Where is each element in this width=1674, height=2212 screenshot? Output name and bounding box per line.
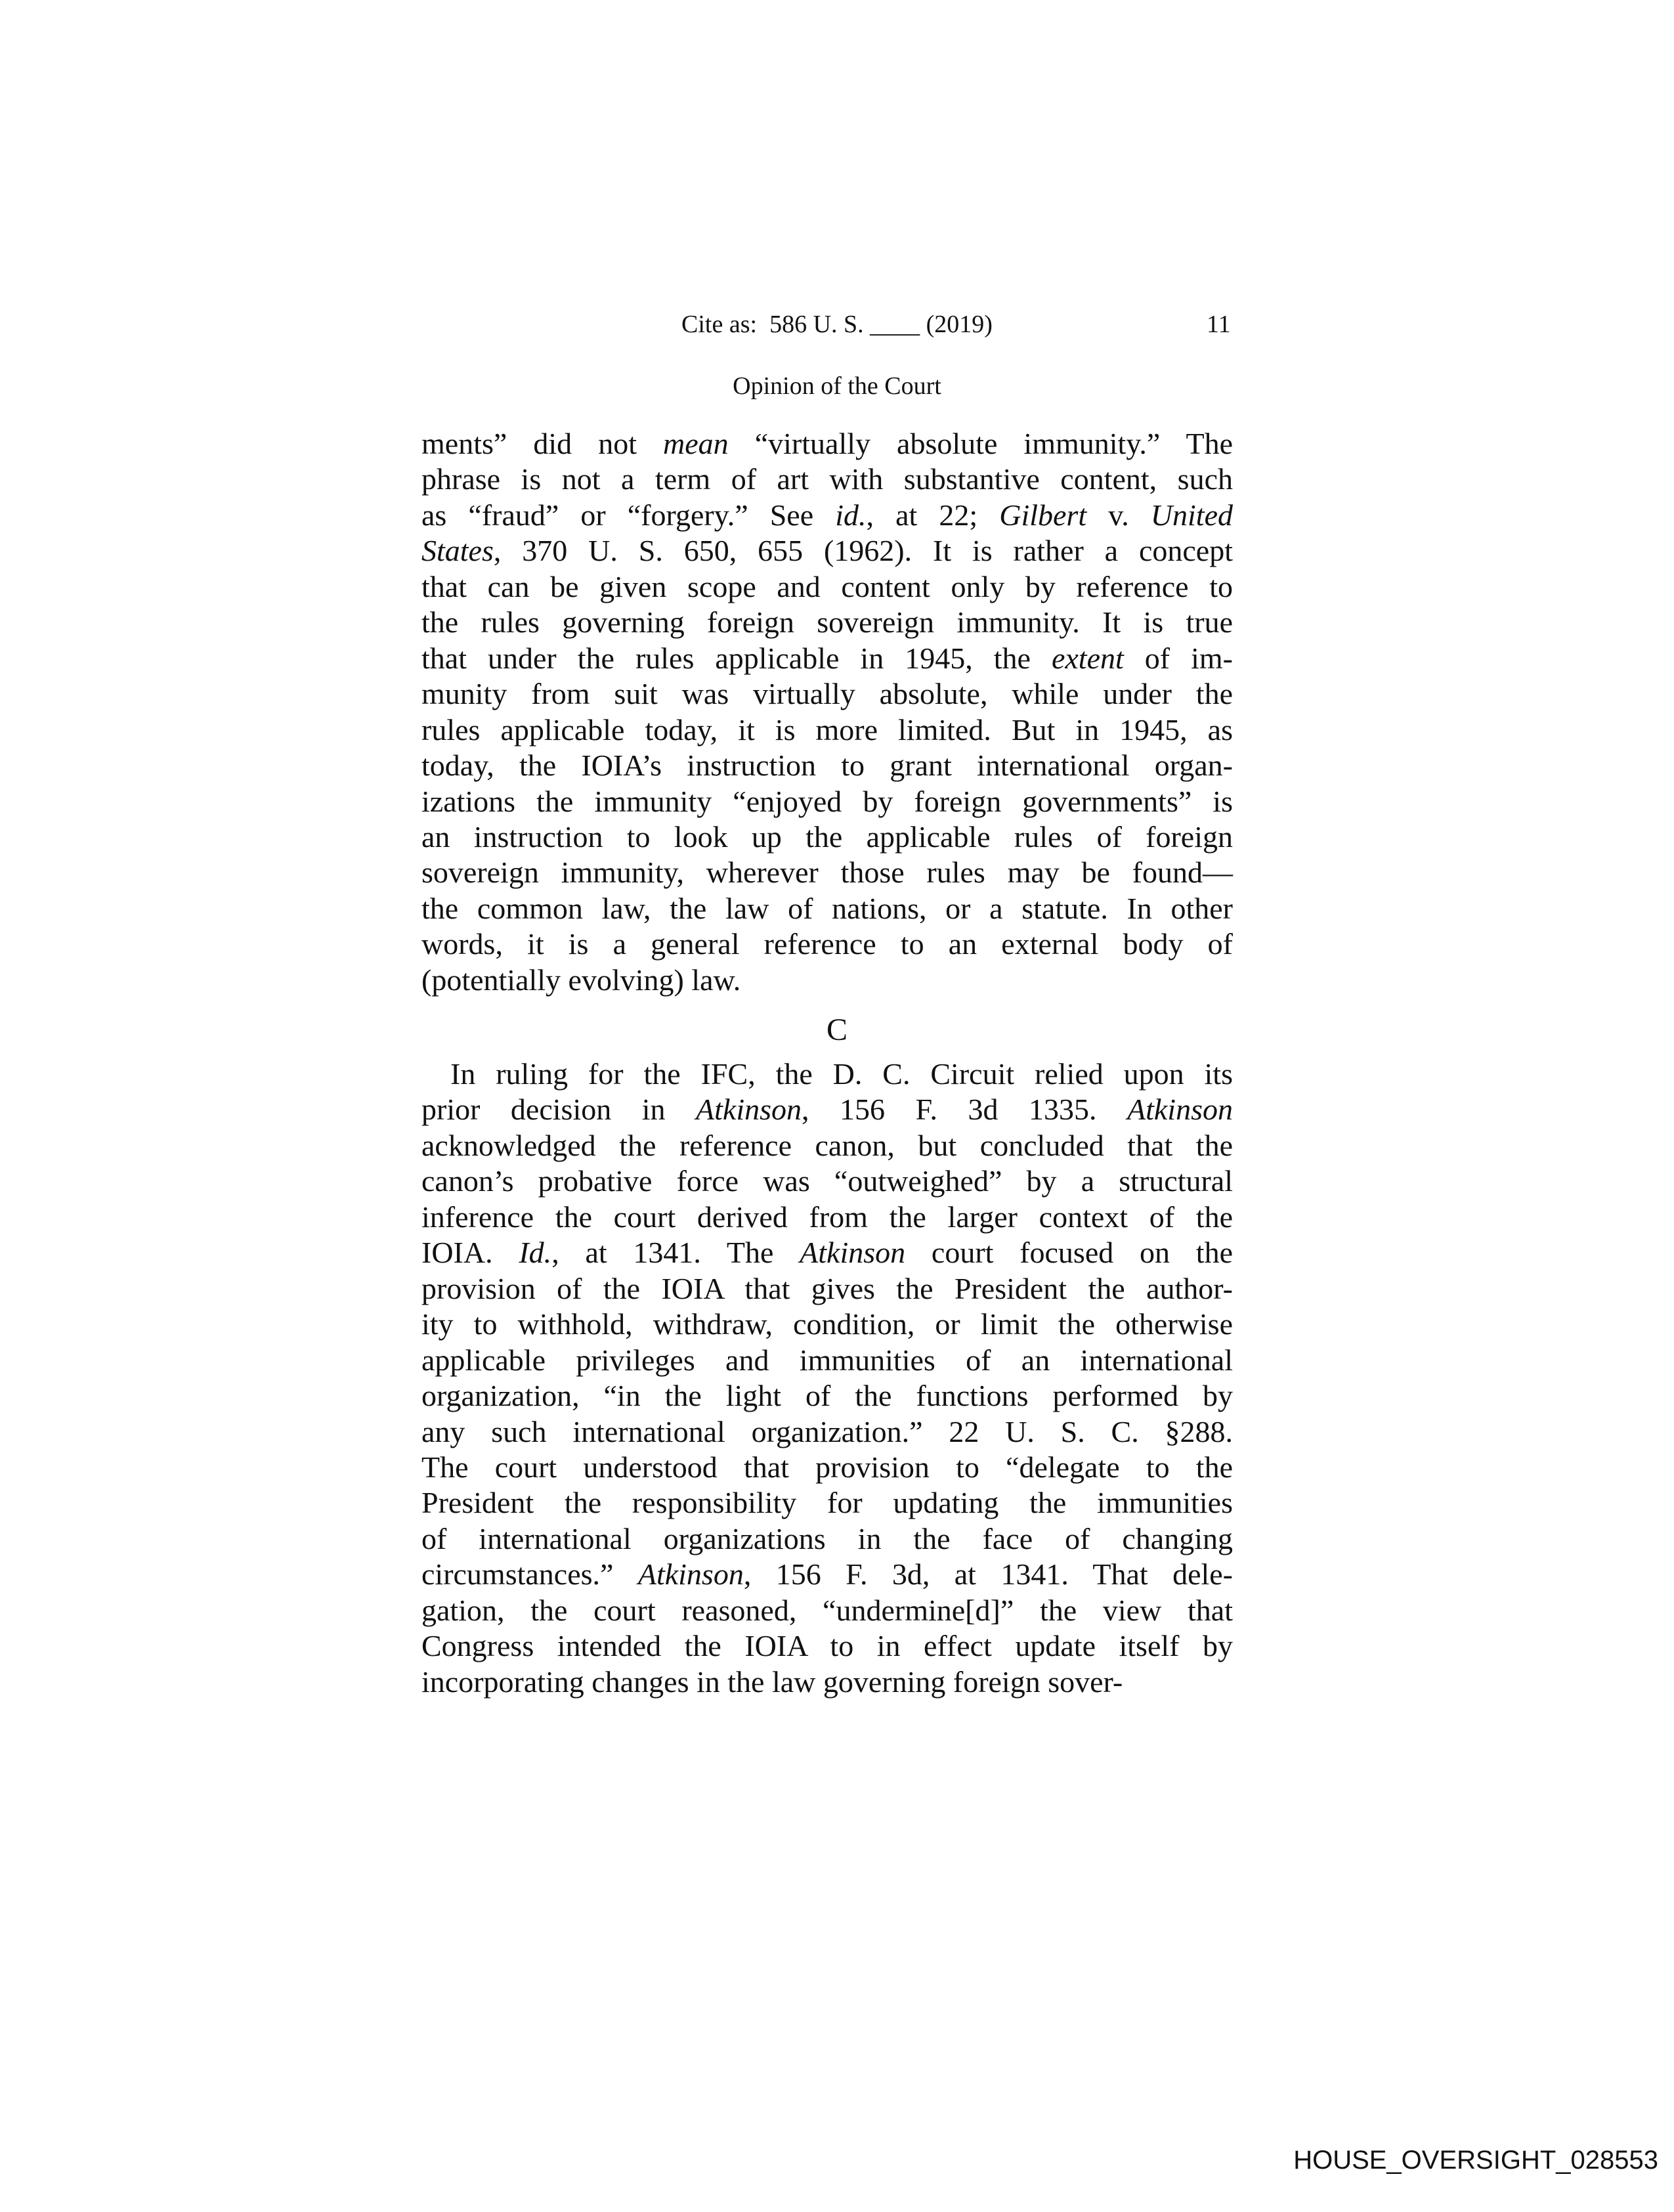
text-segment: gation, the court reasoned, “undermine[d]” the view that bbox=[421, 1593, 1233, 1627]
text-line bbox=[421, 1343, 1233, 1378]
text-line bbox=[421, 1378, 1233, 1414]
text-segment: any such international organization.” 22 U. S. C. §288. bbox=[421, 1414, 1233, 1448]
text-segment: sovereign immunity, wherever those rules may be found— bbox=[421, 856, 1233, 890]
text-line bbox=[421, 498, 1233, 533]
section-heading: C bbox=[826, 1012, 848, 1047]
text-line bbox=[421, 1163, 1233, 1199]
text-line bbox=[421, 926, 1233, 962]
italic-text: Atkinson bbox=[1127, 1093, 1233, 1127]
text-line bbox=[421, 1414, 1233, 1450]
citation-header: Cite as: 586 U. S. ____ (2019) bbox=[681, 311, 993, 338]
text-segment: canon’s probative force was “outweighed” by a structural bbox=[421, 1164, 1233, 1198]
text-segment: that under the rules applicable in 1945, the bbox=[421, 641, 1052, 675]
text-segment: izations the immunity “enjoyed by foreign governments” is bbox=[421, 784, 1233, 818]
opinion-label: Opinion of the Court bbox=[733, 372, 941, 400]
text-segment: applicable privileges and immunities of an international bbox=[421, 1343, 1233, 1377]
text-line bbox=[421, 1450, 1233, 1485]
text-segment: of international organizations in the face of changing bbox=[421, 1521, 1233, 1555]
italic-text: extent bbox=[1051, 641, 1124, 675]
text-segment: v. bbox=[1086, 498, 1151, 532]
text-line bbox=[421, 1628, 1233, 1664]
text-line bbox=[421, 1307, 1233, 1342]
text-line bbox=[421, 676, 1233, 712]
text-segment: , at 22; bbox=[866, 498, 1000, 532]
text-segment: Congress intended the IOIA to in effect update itself by bbox=[421, 1629, 1233, 1663]
text-line bbox=[421, 784, 1233, 819]
text-segment: rules applicable today, it is more limited. But in 1945, as bbox=[421, 712, 1233, 747]
text-line bbox=[421, 605, 1233, 640]
italic-text: Atkinson bbox=[696, 1093, 802, 1127]
text-line bbox=[421, 963, 1233, 998]
text-segment: inference the court derived from the larger context of the bbox=[421, 1200, 1233, 1234]
text-line bbox=[421, 712, 1233, 748]
text-line bbox=[421, 1235, 1233, 1270]
italic-text: mean bbox=[663, 427, 729, 460]
text-segment: ity to withhold, withdraw, condition, or limit the otherwise bbox=[421, 1307, 1233, 1341]
text-segment: an instruction to look up the applicable rules of foreign bbox=[421, 819, 1233, 854]
text-segment: , 370 U. S. 650, 655 (1962). It is rather a concept bbox=[493, 534, 1233, 568]
text-line bbox=[421, 462, 1233, 497]
text-segment: of im- bbox=[1123, 641, 1233, 675]
text-line bbox=[421, 533, 1233, 569]
italic-text: United bbox=[1150, 498, 1233, 532]
text-line bbox=[421, 1056, 1233, 1092]
italic-text: Atkinson bbox=[800, 1236, 906, 1270]
text-line bbox=[421, 426, 1233, 462]
text-segment: munity from suit was virtually absolute, while under the bbox=[421, 677, 1233, 711]
text-segment: phrase is not a term of art with substantive content, such bbox=[421, 462, 1233, 496]
text-segment: “virtually absolute immunity.” The bbox=[728, 427, 1233, 460]
text-segment: the rules governing foreign sovereign immunity. It is true bbox=[421, 605, 1233, 640]
italic-text: id. bbox=[835, 498, 867, 532]
italic-text: States bbox=[421, 534, 494, 568]
text-line bbox=[421, 1521, 1233, 1557]
text-line bbox=[421, 641, 1233, 676]
text-segment: incorporating changes in the law governing foreign sover- bbox=[421, 1664, 1123, 1699]
text-segment: organization, “in the light of the functions performed by bbox=[421, 1379, 1233, 1413]
text-line bbox=[421, 569, 1233, 605]
text-segment: provision of the IOIA that gives the President the author- bbox=[421, 1271, 1233, 1305]
text-segment: prior decision in bbox=[421, 1093, 697, 1127]
text-segment: IOIA. bbox=[421, 1236, 519, 1270]
text-line bbox=[421, 855, 1233, 890]
text-segment: (potentially evolving) law. bbox=[421, 963, 741, 997]
text-segment: as “fraud” or “forgery.” See bbox=[421, 498, 836, 532]
text-line bbox=[421, 1593, 1233, 1628]
text-line bbox=[421, 891, 1233, 926]
text-segment: President the responsibility for updating the immunities bbox=[421, 1486, 1233, 1520]
text-segment: court focused on the bbox=[905, 1236, 1233, 1270]
text-segment: words, it is a general reference to an external body of bbox=[421, 927, 1233, 961]
text-segment: , 156 F. 3d 1335. bbox=[802, 1093, 1128, 1127]
text-line bbox=[421, 748, 1233, 783]
text-line bbox=[421, 1128, 1233, 1163]
text-segment: The court understood that provision to “delegate to the bbox=[421, 1450, 1233, 1484]
text-segment: In ruling for the IFC, the D. C. Circuit relied upon its bbox=[450, 1057, 1233, 1091]
italic-text: Atkinson bbox=[637, 1557, 744, 1592]
text-segment: the common law, the law of nations, or a statute. In other bbox=[421, 891, 1233, 925]
text-segment: acknowledged the reference canon, but concluded that the bbox=[421, 1128, 1233, 1162]
italic-text: Id. bbox=[519, 1236, 552, 1270]
text-line bbox=[421, 1557, 1233, 1592]
text-line bbox=[421, 819, 1233, 855]
text-segment: ments” did not bbox=[421, 427, 664, 460]
italic-text: Gilbert bbox=[999, 498, 1087, 532]
text-segment: circumstances.” bbox=[421, 1557, 638, 1592]
bates-number: HOUSE_OVERSIGHT_028553 bbox=[1293, 2146, 1658, 2175]
text-line bbox=[421, 1485, 1233, 1521]
page-number: 11 bbox=[1207, 311, 1231, 338]
text-segment: that can be given scope and content only by reference to bbox=[421, 569, 1233, 603]
text-line bbox=[421, 1092, 1233, 1127]
text-line bbox=[421, 1200, 1233, 1235]
text-line bbox=[421, 1664, 1233, 1700]
text-segment: , at 1341. The bbox=[551, 1236, 800, 1270]
text-line bbox=[421, 1271, 1233, 1307]
text-segment: today, the IOIA’s instruction to grant international organ- bbox=[421, 748, 1233, 783]
text-segment: , 156 F. 3d, at 1341. That dele- bbox=[743, 1557, 1234, 1592]
